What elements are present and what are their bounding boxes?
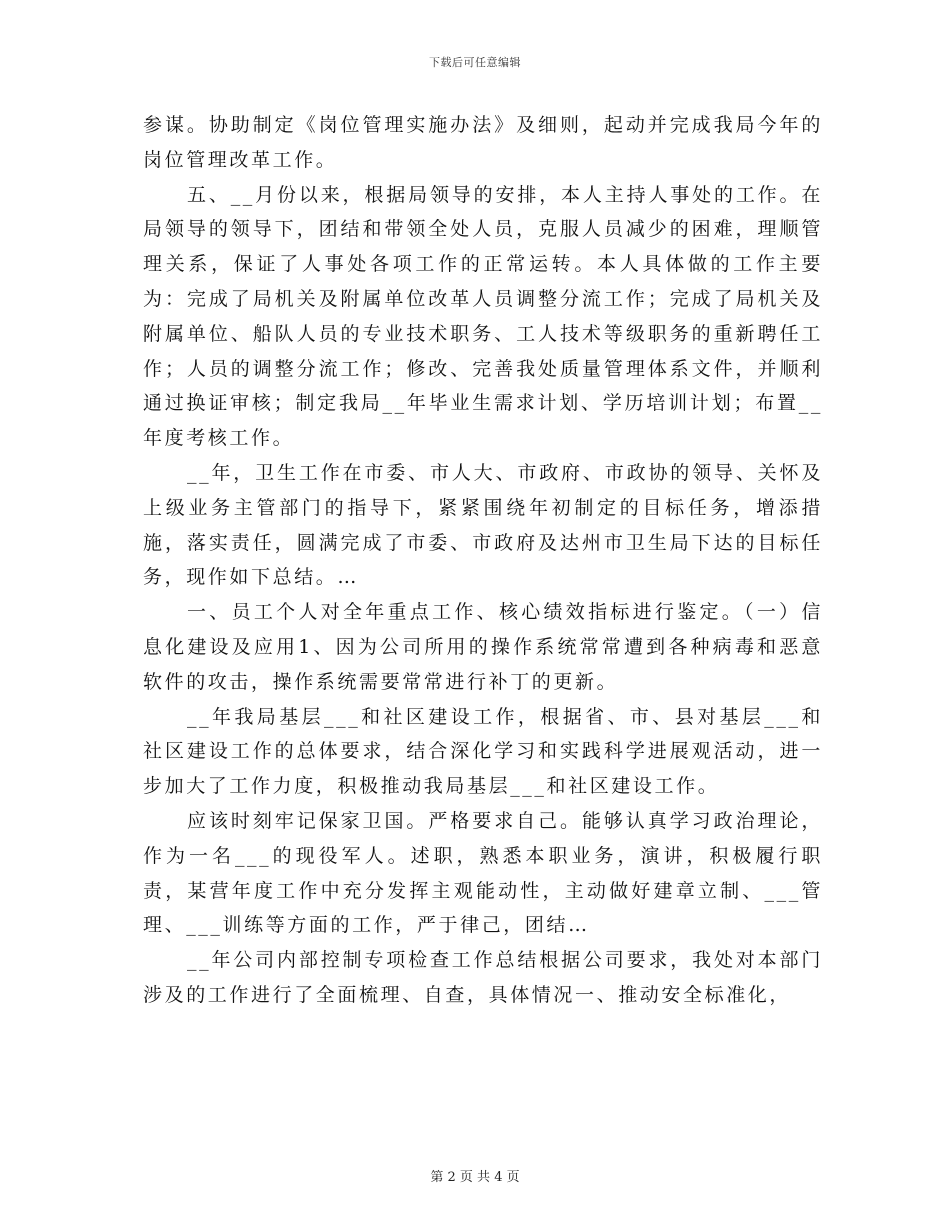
paragraph: __年公司内部控制专项检查工作总结根据公司要求，我处对本部门涉及的工作进行了全面梳理、自查，具体情况一、推动安全标准化， (143, 949, 823, 1006)
page-number: 第 2 页 共 4 页 (430, 1170, 520, 1185)
page-header: 下载后可任意编辑 (429, 56, 521, 69)
paragraph: __年我局基层___和社区建设工作，根据省、市、县对基层___和社区建设工作的总体要求，结合深化学习和实践科学进展观活动，进一步加大了工作力度，积极推动我局基层___和社区建设工作。 (143, 705, 823, 798)
paragraph: 一、员工个人对全年重点工作、核心绩效指标进行鉴定。（一）信息化建设及应用1、因为公司所用的操作系统常常遭到各种病毒和恶意软件的攻击，操作系统需要常常进行补丁的更新。 (143, 601, 823, 693)
paragraph: __年，卫生工作在市委、市人大、市政府、市政协的领导、关怀及上级业务主管部门的指导下，紧紧围绕年初制定的目标任务，增添措施，落实责任，圆满完成了市委、市政府及达州市卫生局下达的目标任务，现作如下总结。… (143, 461, 823, 589)
paragraph: 应该时刻牢记保家卫国。严格要求自己。能够认真学习政治理论，作为一名___的现役军人。述职，熟悉本职业务，演讲，积极履行职责，某营年度工作中充分发挥主观能动性，主动做好建章立制、___管理、___训练等方面的工作，严于律己，团结… (143, 809, 823, 937)
paragraph: 五、__月份以来，根据局领导的安排，本人主持人事处的工作。在局领导的领导下，团结和带领全处人员，克服人员减少的困难，理顺管理关系，保证了人事处各项工作的正常运转。本人具体做的工作主要为：完成了局机关及附属单位改革人员调整分流工作；完成了局机关及附属单位、船队人员的专业技术职务、工人技术等级职务的重新聘任工作；人员的调整分流工作；修改、完善我处质量管理体系文件，并顺利通过换证审核；制定我局__年毕业生需求计划、学历培训计划；布置__年度考核工作。 (143, 183, 823, 450)
paragraph: 参谋。协助制定《岗位管理实施办法》及细则，起动并完成我局今年的岗位管理改革工作。 (143, 114, 823, 171)
document-body (143, 108, 823, 1013)
